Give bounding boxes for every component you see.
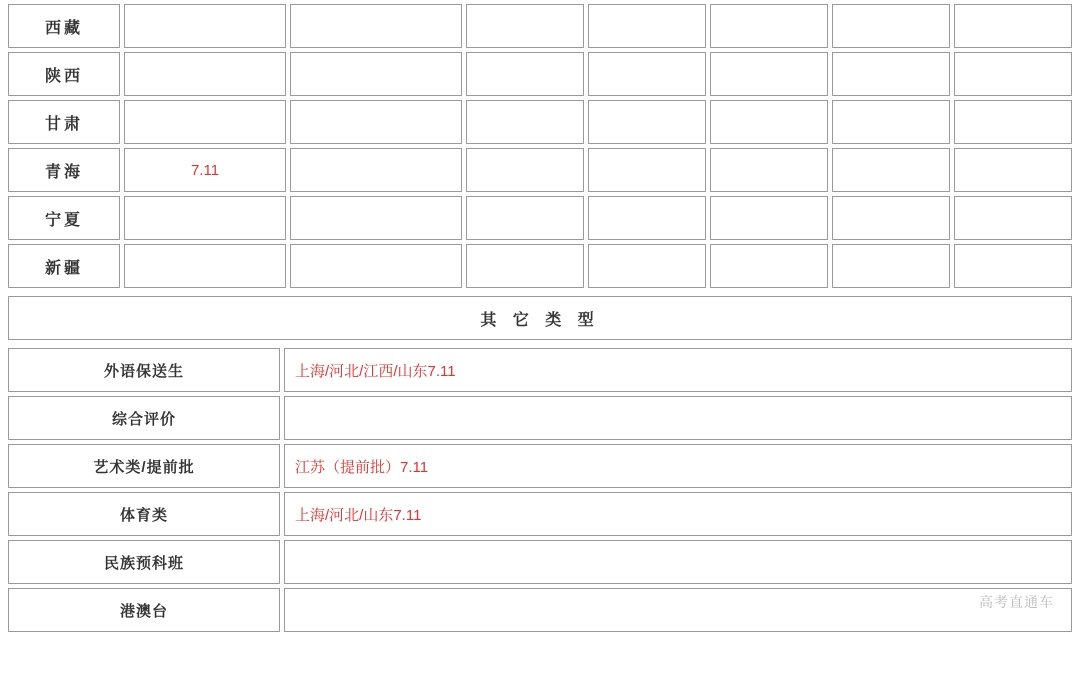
cell-value [466, 148, 584, 192]
province-label: 青海 [8, 148, 120, 192]
row-value [284, 396, 1072, 440]
province-label: 宁夏 [8, 196, 120, 240]
cell-value [466, 100, 584, 144]
cell-value [588, 100, 706, 144]
table-row [8, 396, 1072, 440]
table-row [8, 444, 1072, 488]
table-row [8, 100, 1072, 144]
cell-value [588, 196, 706, 240]
section-row [8, 296, 1072, 340]
cell-value [710, 244, 828, 288]
table-row [8, 244, 1072, 288]
province-table [4, 0, 1076, 292]
cell-value [124, 244, 286, 288]
cell-value [710, 196, 828, 240]
table-row [8, 196, 1072, 240]
cell-value [290, 4, 462, 48]
cell-value [954, 244, 1072, 288]
cell-value [290, 196, 462, 240]
cell-value [954, 148, 1072, 192]
cell-value [832, 148, 950, 192]
province-label: 陕西 [8, 52, 120, 96]
cell-value [832, 4, 950, 48]
cell-value [710, 52, 828, 96]
province-label: 西藏 [8, 4, 120, 48]
row-label: 港澳台 [8, 588, 280, 632]
cell-value [124, 196, 286, 240]
table-row [8, 492, 1072, 536]
cell-value [290, 52, 462, 96]
table-row [8, 148, 1072, 192]
watermark: 高考直通车 [979, 594, 1054, 610]
cell-value [832, 244, 950, 288]
cell-value [710, 148, 828, 192]
cell-value [588, 52, 706, 96]
cell-value [290, 100, 462, 144]
cell-value [466, 52, 584, 96]
province-label: 甘肃 [8, 100, 120, 144]
row-label: 艺术类/提前批 [8, 444, 280, 488]
row-label: 体育类 [8, 492, 280, 536]
cell-value [832, 100, 950, 144]
table-row [8, 4, 1072, 48]
province-label: 新疆 [8, 244, 120, 288]
cell-value [124, 100, 286, 144]
cell-value [954, 52, 1072, 96]
section-header-table [4, 292, 1076, 344]
row-label: 外语保送生 [8, 348, 280, 392]
cell-value [832, 52, 950, 96]
row-value [284, 588, 1072, 632]
other-types-table [4, 344, 1076, 636]
cell-value [588, 4, 706, 48]
cell-value: 7.11 [124, 148, 286, 192]
section-title: 其 它 类 型 [8, 296, 1072, 340]
row-value: 上海/河北/江西/山东7.11 [284, 348, 1072, 392]
row-value: 上海/河北/山东7.11 [284, 492, 1072, 536]
row-label: 综合评价 [8, 396, 280, 440]
cell-value [832, 196, 950, 240]
row-label: 民族预科班 [8, 540, 280, 584]
cell-value [124, 4, 286, 48]
table-row [8, 52, 1072, 96]
cell-value [710, 4, 828, 48]
table-row [8, 348, 1072, 392]
cell-value [954, 196, 1072, 240]
cell-value [954, 100, 1072, 144]
cell-value [588, 244, 706, 288]
cell-value [124, 52, 286, 96]
table-row [8, 588, 1072, 632]
cell-value [466, 196, 584, 240]
cell-value [954, 4, 1072, 48]
cell-value [290, 148, 462, 192]
cell-value [466, 4, 584, 48]
cell-value [588, 148, 706, 192]
cell-value [710, 100, 828, 144]
row-value: 江苏（提前批）7.11 [284, 444, 1072, 488]
table-row [8, 540, 1072, 584]
cell-value [290, 244, 462, 288]
cell-value [466, 244, 584, 288]
row-value [284, 540, 1072, 584]
